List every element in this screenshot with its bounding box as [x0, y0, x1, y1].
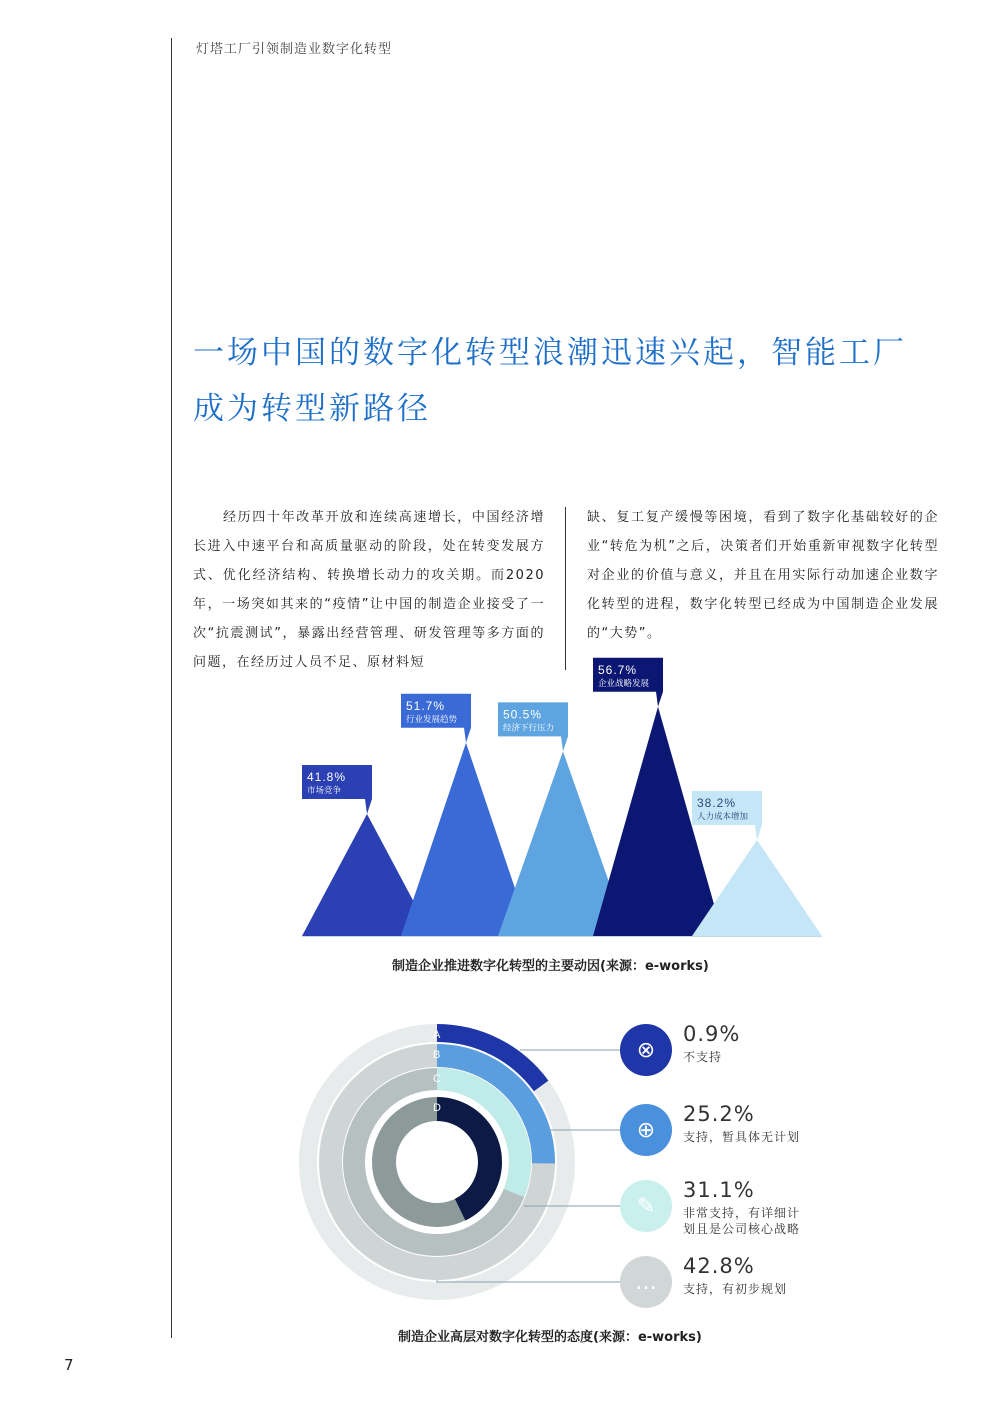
chart1-value-label-2: 51.7%: [406, 698, 446, 713]
chart1-value-label-3: 50.5%: [503, 707, 543, 722]
body-column-2: 缺、复工复产缓慢等困境，看到了数字化基础较好的企业“转危为机”之后，决策者们开始重新审视数字化转型对企业的价值与意义，并且在用实际行动加速企业数字化转型的进程，数字化转型已经成为中国制造企业发展的“大势”。: [587, 510, 939, 641]
chart2-ring-letter-D: D: [433, 1102, 441, 1114]
chart1-category-label-1: 市场竞争: [307, 786, 342, 797]
legend-label: 不支持: [683, 1050, 723, 1064]
legend-label: 非常支持，有详细计 划且是公司核心战略: [683, 1206, 801, 1236]
chart2-ring-letter-C: C: [433, 1073, 441, 1085]
legend-value: 42.8%: [683, 1254, 755, 1278]
chart1-caption: 制造企业推进数字化转型的主要动因(来源：e-works): [392, 959, 709, 974]
page-number: 7: [64, 1356, 74, 1374]
headline-line-2: 成为转型新路径: [193, 391, 431, 427]
chart2-ring-letter-A: A: [433, 1029, 441, 1041]
chart1-value-label-1: 41.8%: [307, 770, 347, 785]
legend-label: 支持，有初步规划: [683, 1282, 788, 1296]
chart1-value-label-4: 56.7%: [598, 662, 638, 677]
chart1-category-label-3: 经济下行压力: [503, 723, 555, 734]
chart1-value-label-5: 38.2%: [697, 795, 737, 810]
legend-value: 25.2%: [683, 1102, 755, 1126]
chart1-category-label-5: 人力成本增加: [697, 811, 749, 822]
chart1-category-label-2: 行业发展趋势: [406, 714, 458, 725]
no-icon: ⊗: [620, 1024, 672, 1076]
legend-value: 31.1%: [683, 1178, 755, 1202]
chart1-category-label-4: 企业战略发展: [598, 678, 650, 689]
legend-value: 0.9%: [683, 1022, 741, 1046]
body-column-1: 经历四十年改革开放和连续高速增长，中国经济增长进入中速平台和高质量驱动的阶段，处在转变发展方式、优化经济结构、转换增长动力的攻关期。而2020年，一场突如其来的“疫情”让中国的制造企业接受了一次“抗震测试”，暴露出经营管理、研发管理等多方面的问题，在经历过人员不足、原材料短: [193, 510, 545, 670]
legend-label: 支持，暂具体无计划: [683, 1130, 801, 1144]
headline-line-1: 一场中国的数字化转型浪潮迅速兴起，智能工厂: [193, 335, 907, 371]
chart2-caption: 制造企业高层对数字化转型的态度(来源：e-works): [398, 1330, 702, 1345]
edit-icon: ✎: [620, 1180, 672, 1232]
plus-icon: ⊕: [620, 1104, 672, 1156]
running-header: 灯塔工厂引领制造业数字化转型: [196, 42, 393, 57]
chart2-ring-letter-B: B: [433, 1049, 441, 1061]
chat-icon: …: [620, 1256, 672, 1308]
